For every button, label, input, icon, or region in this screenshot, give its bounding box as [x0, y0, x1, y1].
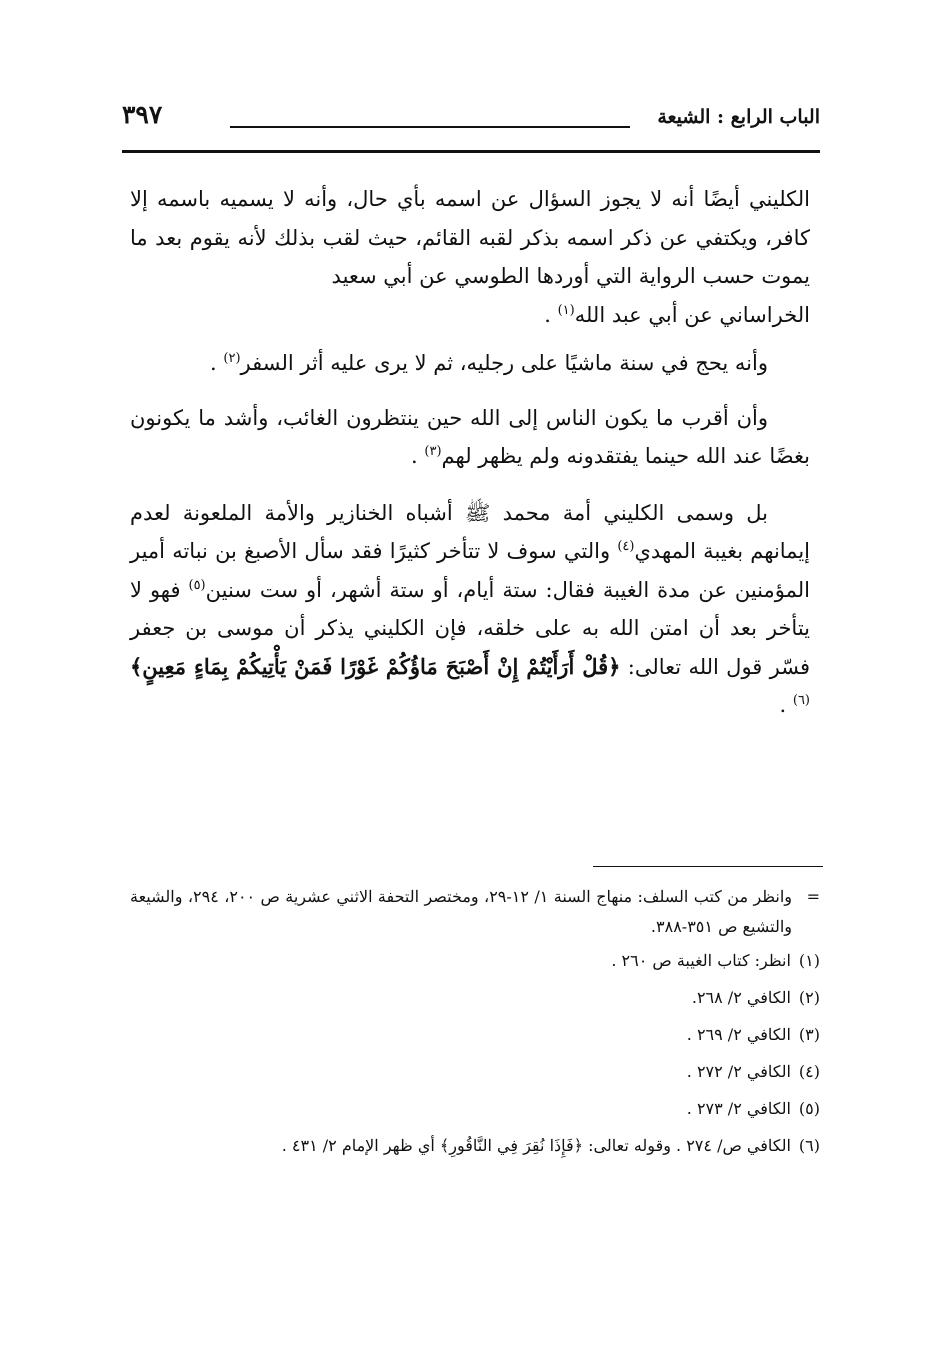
text-line: الخراساني عن أبي عبد الله	[574, 302, 810, 327]
running-title: الباب الرابع : الشيعة	[657, 106, 820, 128]
footnote-item	[130, 950, 820, 972]
paragraph-text: وأنه يحج في سنة ماشيًا على رجليه، ثم لا يرى عليه أثر السفر	[240, 351, 768, 375]
footnotes	[130, 882, 820, 1172]
page-number: ٣٩٧	[122, 100, 163, 129]
sentence-end: .	[411, 444, 425, 468]
footnote-reference: (٦)	[792, 693, 810, 708]
footnote-reference: (٢)	[223, 351, 241, 366]
footnote-continuation	[130, 882, 820, 942]
text-line: إلا كافر، ويكتفي عن ذكر اسمه بذكر لقبه القائم، حيث لقب بذلك لأنه	[130, 187, 810, 250]
continuation-mark: =	[806, 887, 820, 906]
paragraph	[130, 344, 810, 383]
paragraph	[130, 399, 810, 476]
footnote-number: (١)	[798, 951, 820, 970]
footnote-text: الكافي ص/ ٢٧٤ . وقوله تعالى: ﴿فَإِذَا نُقِرَ فِي النَّاقُورِ﴾ أي ظهر الإمام ٢/ ٤٣١ .	[281, 1136, 791, 1155]
page-header	[122, 100, 820, 140]
sentence-end: .	[544, 302, 558, 327]
footnote-number: (٦)	[798, 1136, 820, 1155]
footnote-separator	[593, 866, 823, 867]
footnote-number: (٢)	[798, 988, 820, 1007]
main-text	[130, 180, 810, 745]
footnote-item	[130, 1098, 820, 1120]
footnote-reference: (٥)	[188, 577, 206, 593]
footnote-number: (٤)	[798, 1062, 820, 1081]
footnote-text: وانظر من كتب السلف: منهاج السنة ١/ ١٢-٢٩، ومختصر التحفة الاثني عشرية ص ٢٠٠، ٢٩٤، والشيعة والتشيع ص ٣٥١-٣٨٨.	[130, 887, 793, 936]
footnote-item	[130, 1024, 820, 1046]
footnote-number: (٣)	[798, 1025, 820, 1044]
header-rule	[122, 150, 820, 153]
paragraph-text: فهو لا يتأخر بعد أن امتن الله به على خلقه، فإن الكليني يذكر أن موسى بن جعفر فسّر قول الله تعالى:	[130, 577, 810, 679]
footnote-item	[130, 1135, 820, 1157]
sentence-end: .	[779, 693, 793, 717]
footnote-reference: (٤)	[617, 539, 635, 554]
text-line: الكليني أيضًا أنه لا يجوز السؤال عن اسمه بأي حال، وأنه لا يسميه باسمه	[157, 187, 810, 211]
footnote-text: الكافي ٢/ ٢٧٢ .	[686, 1062, 791, 1081]
quran-verse: ﴿قُلْ أَرَأَيْتُمْ إِنْ أَصْبَحَ مَاؤُكُمْ غَوْرًا فَمَنْ يَأْتِيكُمْ بِمَاءٍ مَعِينٍ﴾	[130, 653, 621, 679]
footnote-reference: (٣)	[424, 444, 442, 459]
sentence-end: .	[210, 351, 224, 375]
paragraph-text: وأن أقرب ما يكون الناس إلى الله حين ينتظرون الغائب، وأشد ما يكونون بغضًا عند الله حينما يفتقدونه ولم يظهر لهم	[130, 405, 810, 468]
paragraph	[130, 494, 810, 725]
paragraph-text: بل وسمى الكليني أمة محمد ﷺ أشباه الخنازير والأمة الملعونة لعدم إيمانهم بغيبة المهدي	[130, 500, 811, 563]
header-dash-line	[230, 126, 630, 128]
footnote-text: انظر: كتاب الغيبة ص ٢٦٠ .	[611, 951, 791, 970]
paragraph-text: والتي سوف لا تتأخر كثيرًا فقد سأل الأصبغ بن نباته أمير المؤمنين عن مدة الغيبة فقال: ستة أيام، أو ستة أشهر، أو ست سنين	[130, 539, 810, 602]
footnote-text: الكافي ٢/ ٢٦٩ .	[686, 1025, 791, 1044]
paragraph	[130, 180, 810, 334]
footnote-number: (٥)	[798, 1099, 820, 1118]
footnote-item	[130, 1061, 820, 1083]
text-line: يقوم بعد ما يموت حسب الرواية التي أوردها الطوسي عن أبي سعيد	[130, 225, 810, 288]
footnote-text: الكافي ٢/ ٢٧٣ .	[686, 1099, 791, 1118]
footnote-text: الكافي ٢/ ٢٦٨.	[691, 988, 791, 1007]
footnote-item	[130, 987, 820, 1009]
footnote-reference: (١)	[557, 302, 575, 318]
